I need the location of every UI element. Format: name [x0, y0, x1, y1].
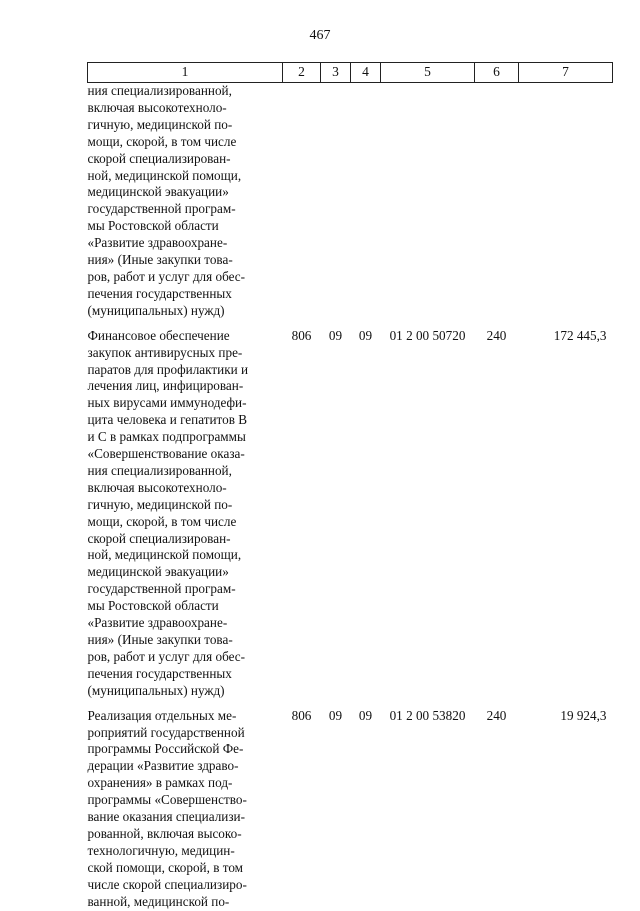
row-description: ния специализированной, включая высокотехноло- гичную, медицинской по- мощи, скорой, в том числе скорой специализирован- ной, медицинской помощи, медицинской эвакуации» государственной програм- мы Ростовской области «Развитие здравоохране- ния» (Иные закупки това- ров, работ и услуг для обес- печения государственных (муниципальных) нужд) [87, 83, 246, 318]
subsection-code: 09 [358, 707, 373, 723]
row-description: Реализация отдельных ме- роприятий государственной программы Российской Фе- дерации «Развитие здраво- охранения» в рамках под- программы «Совершенство- вание оказания специализи- рованной, включая высоко- технологичную, медицин- ской помощи, скорой, в том числе скорой специализиро- ванной, медицинской по- [87, 707, 247, 909]
column-header: 7 [519, 63, 613, 83]
column-header: 2 [283, 63, 321, 83]
target-article-code: 01 2 00 53820 [389, 707, 466, 723]
ministry-code [283, 83, 321, 320]
table-header-row [88, 63, 613, 83]
table-row [88, 320, 613, 700]
amount [519, 83, 613, 320]
ministry-code: 806 [291, 327, 312, 343]
expense-type-code: 240 [486, 327, 507, 343]
column-header: 5 [381, 63, 475, 83]
target-article-code: 01 2 00 50720 [389, 327, 466, 343]
subsection-code: 09 [358, 327, 373, 343]
ministry-code: 806 [291, 707, 312, 723]
table-row [88, 83, 613, 320]
expense-type-code [475, 83, 519, 320]
section-code: 09 [328, 707, 343, 723]
table-row [88, 700, 613, 911]
expense-type-code: 240 [486, 707, 507, 723]
column-header: 3 [321, 63, 351, 83]
column-header: 6 [475, 63, 519, 83]
row-description: Финансовое обеспечение закупок антивирусных пре- паратов для профилактики и лечения лиц, инфицирован- ных вирусами иммунодефи- цита человека и гепатитов В и С в рамках подпрограммы «Совершенствование оказа- ния специализированной, включая высокотехноло- гичную, медицинской по- мощи, скорой, в том числе скорой специализирован- ной, медицинской помощи, медицинской эвакуации» государственной програм- мы Ростовской области «Развитие здравоохране- ния» (Иные закупки това- ров, работ и услуг для обес- печения государственных (муниципальных) нужд) [87, 327, 249, 698]
column-header: 1 [88, 63, 283, 83]
budget-table [87, 62, 613, 911]
section-code [321, 83, 351, 320]
column-header: 4 [351, 63, 381, 83]
subsection-code [351, 83, 381, 320]
amount: 172 445,3 [553, 327, 607, 343]
amount: 19 924,3 [560, 707, 607, 723]
section-code: 09 [328, 327, 343, 343]
target-article-code [381, 83, 475, 320]
page-number: 467 [309, 28, 331, 43]
